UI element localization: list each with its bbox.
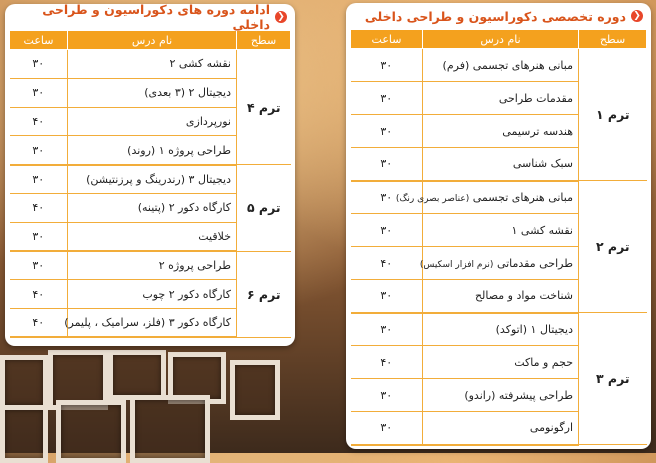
background-shelf [130,395,210,463]
hours-cell: ۳۰ [351,214,423,247]
header-course: نام درس [423,30,579,49]
course-name: کارگاه دکور ۳ (فلز، سرامیک ، پلیمر) [64,316,231,330]
course-cell [423,82,579,115]
course-name: کارگاه دکور ۲ (پتینه) [137,201,231,215]
hours-cell: ۴۰ [10,193,68,222]
course-cell [64,309,237,338]
course-name: ارگونومی [529,421,573,435]
course-name: طراحی مقدماتی [496,256,573,270]
course-name: سبک شناسی [512,157,573,171]
course-cell [423,412,579,445]
course-note: (عناصر بصری رنگ) [395,193,470,204]
hours-cell: ۳۰ [10,136,68,165]
course-name: نقشه کشی ۱ [511,223,573,237]
table-row [10,165,291,194]
course-name: دیجیتال ۳ (رندرینگ و پرزنتیشن) [86,172,231,186]
course-name: مبانی هنرهای تجسمی (فرم) [442,58,573,72]
course-cell [68,107,237,136]
table-row [351,313,647,346]
course-cell [423,346,579,379]
course-table [9,30,291,338]
course-name: هندسه ترسیمی [502,124,573,138]
hours-cell: ۳۰ [10,251,68,280]
chevron-left-icon: ❮ [275,11,287,23]
hours-cell: ۳۰ [351,148,423,181]
course-cell [68,222,237,251]
background-shelf [108,350,166,400]
course-cell [68,193,237,222]
hours-cell: ۳۰ [10,165,68,194]
hours-cell: ۴۰ [351,346,423,379]
term-label: ترم ۱ [579,49,647,181]
hours-cell: ۴۰ [10,107,68,136]
table-row [351,181,647,214]
specialized-course-card [346,3,651,449]
course-name: شناخت مواد و مصالح [474,289,573,303]
background-shelf [56,400,126,463]
background-shelf [0,355,48,410]
hours-cell: ۴۰ [10,280,68,309]
header-hours: ساعت [10,31,68,50]
header-level: سطح [579,30,647,49]
course-cell [68,50,237,79]
course-cell [419,247,579,280]
course-cell [68,165,237,194]
course-cell [423,214,579,247]
header-hours: ساعت [351,30,423,49]
course-name: طراحی پروژه ۱ (روند) [127,143,231,157]
hours-cell: ۳۰ [351,412,423,445]
table-header-row [10,31,291,50]
term-label: ترم ۶ [237,251,291,337]
hours-cell: ۴۰ [351,247,423,280]
course-cell [68,280,237,309]
hours-cell: ۳۰ [351,379,423,412]
header-course: نام درس [68,31,237,50]
course-cell [68,136,237,165]
hours-cell: ۳۰ [351,313,423,346]
course-name: طراحی پیشرفته (راندو) [464,388,573,402]
hours-cell: ۳۰ [351,49,423,82]
course-name: مبانی هنرهای تجسمی [472,190,573,204]
course-table [350,29,647,446]
card-title [346,3,651,29]
hours-cell: ۳۰ [351,115,423,148]
card-title-text: دوره تخصصی دکوراسیون و طراحی داخلی [364,8,626,24]
card-title-text: ادامه دوره های دکوراسیون و طراحی داخلی [42,2,270,32]
card-title [5,4,295,30]
term-label: ترم ۵ [237,165,291,251]
hours-cell: ۳۰ [10,222,68,251]
course-cell [423,49,579,82]
course-name: حجم و ماکت [514,355,573,369]
course-name: دیجیتال ۲ (۳ بعدی) [144,86,231,100]
course-note: (نرم افزار اسکیس) [419,259,494,270]
course-cell [423,313,579,346]
course-cell [395,181,579,214]
hours-cell: ۳۰ [10,50,68,79]
advanced-course-card [5,4,295,346]
chevron-left-icon: ❮ [631,10,643,22]
course-cell [423,280,579,313]
hours-cell: ۳۰ [10,78,68,107]
course-name: مقدمات طراحی [498,91,573,105]
hours-cell: ۳۰ [351,280,423,313]
table-row [351,49,647,82]
course-cell [423,148,579,181]
course-cell [423,379,579,412]
course-name: نورپردازی [185,114,231,128]
hours-cell: ۳۰ [351,82,423,115]
course-cell [423,115,579,148]
course-name: طراحی پروژه ۲ [158,259,231,273]
background-shelf [230,360,280,420]
header-level: سطح [237,31,291,50]
course-name: نقشه کشی ۲ [169,57,231,71]
course-name: خلاقیت [198,229,231,243]
course-cell [68,251,237,280]
hours-cell: ۴۰ [10,309,68,338]
course-name: دیجیتال ۱ (اتوکد) [495,322,573,336]
table-row [10,50,291,79]
term-label: ترم ۴ [237,50,291,165]
term-label: ترم ۳ [579,313,647,445]
table-row [10,251,291,280]
background-shelf [0,405,48,463]
hours-cell: ۳۰ [351,181,423,214]
table-header-row [351,30,647,49]
course-name: کارگاه دکور ۲ چوب [142,287,231,301]
course-cell [68,78,237,107]
term-label: ترم ۲ [579,181,647,313]
